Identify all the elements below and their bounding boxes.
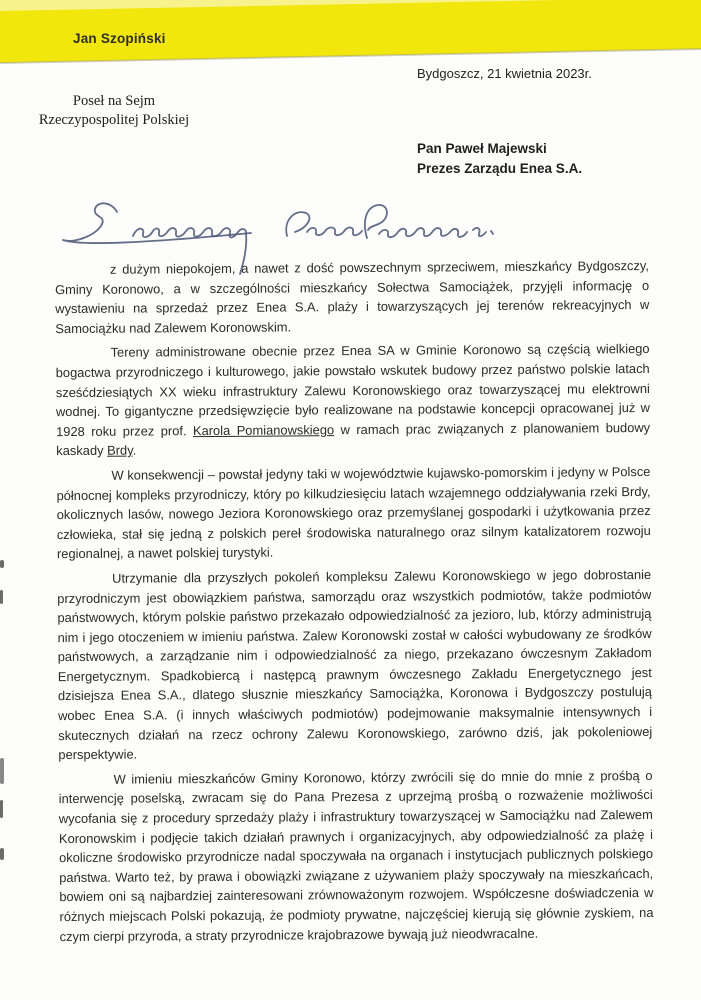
paragraph-5 (58, 766, 653, 946)
paragraph-1 (55, 256, 650, 339)
recipient-title: Prezes Zarządu Enea S.A. (417, 160, 583, 176)
greeting-stroke (286, 212, 362, 236)
underlined-text: Karola Pomianowskiego (192, 421, 335, 438)
body-text: z dużym niepokojem, a nawet z dość powszechnym sprzeciwem, mieszkańcy Bydgoszczy, Gminy Koronowo, a w szczególności mieszkańcy Sołectwa Samociążek, przyjęli informację o wystawieniu na sprzedaż przez Enea S.A. plaży i towarzyszących jej terenów rekreacyjnych w Samociążku nad Zalewem Koronowskim. (55, 257, 650, 336)
paragraph-3 (56, 462, 651, 564)
sender-title-line1: Poseł na Sejm (72, 93, 156, 109)
dateline: Bydgoszcz, 21 kwietnia 2023r. (417, 66, 592, 81)
body-text: Utrzymanie dla przyszłych pokoleń kompleksu Zalewu Koronowskiego w jego dobrostanie przyrodniczym jest obowiązkiem państwa, samorządu oraz wszystkich podmiotów, także podmiotów państwowych, którym polskie państwo przekazało odpowiedzialność za jezioro, lub, którzy administrują nim i jego otoczeniem w imieniu państwa. Zalew Koronowski został w całości wybudowany ze środków państwowych, a zarządzanie nim i odpowiedzialność za niego, przekazano ówczesnym Zakładom Energetycznym. Spadkobiercą i następcą prawnym ówczesnego Zakładu Energetycznego jest dzisiejsza Enea S.A., dlatego słusznie mieszkańcy Samociążka, Koronowa i Bydgoszczy postulują wobec Enea S.A. (i innych właściwych podmiotów) podejmowanie maksymalnie intensywnych i skutecznych działań na rzecz ochrony Zalewu Koronowskiego, zarówno dziś, jak pokoleniowej perspektywie. (57, 566, 653, 763)
recipient-name: Pan Paweł Majewski (417, 141, 547, 156)
body-text: W konsekwencji – powstał jedyny taki w województwie kujawsko-pomorskim i jedyny w Polsce północnej kompleks przyrodniczy, który po kilkudziesięciu latach wzajemnego oddziaływania rzeki Brdy, okolicznych lasów, nowego Jeziora Koronowskiego oraz przemyślanej gospodarki i użytkowania przez człowieka, stał się jedną z polskich pereł środowiska naturalnego oraz silnym katalizatorem rozwoju regionalnej, a nawet polskiej turystyki. (56, 463, 651, 562)
scan-artifact (0, 590, 3, 604)
scan-artifact (0, 758, 4, 784)
paragraph-2 (55, 339, 650, 461)
greeting-stroke (63, 203, 251, 243)
greeting-stroke (365, 205, 493, 238)
recipient-block (417, 139, 582, 178)
body-text: W imieniu mieszkańców Gminy Koronowo, którzy zwrócili się do mnie do mnie z prośbą o interwencję poselską, zwracam się do Pana Prezesa z uprzejmą prośbą o rozważenie możliwości wycofania się z procedury sprzedaży plaży i infrastruktury towarzyszącej w Samociążku nad Zalewem Koronowskim i podjęcie takich działań prawnych i organizacyjnych, aby odpowiedzialność za plażę i okoliczne środowisko przyrodnicze nadal spoczywała na organach i instytucjach publicznych polskiego państwa. Warto też, by prawa i obowiązki związane z używaniem plaży spoczywały na mieszkańcach, bowiem oni są najbardziej zainteresowani zrównoważonym rozwojem. Współczesne doświadczenia w różnych miejscach Polski pokazują, że podmioty prywatne, najczęściej kierują się głównie zyskiem, na czym cierpi przyroda, a straty przyrodnicze krajobrazowe bywają już nieodwracalne. (58, 767, 654, 944)
scan-artifact (0, 560, 4, 568)
sender-block (24, 92, 204, 130)
body-text: Tereny administrowane obecnie przez Enea SA w Gminie Koronowo są częścią wielkiego bogactwa przyrodniczego i kulturowego, jakie powstało wskutek budowy przez państwo polskie latach sześćdziesiątych XX wieku infrastruktury Zalewu Koronowskiego oraz towarzyszącej mu elektrowni wodnej. To gigantyczne przedsięwzięcie było realizowane na podstawie koncepcji opracowanej już w 1928 roku przez prof. (55, 341, 651, 439)
scan-artifact (0, 848, 4, 860)
scan-artifact (0, 800, 3, 818)
letterhead-name: Jan Szopiński (73, 31, 166, 46)
paragraph-4 (57, 565, 652, 765)
letter-body (55, 256, 654, 951)
body-text: w ramach prac związanych z planowaniem budowy kaskady (56, 419, 651, 459)
underlined-text: Brdy (107, 442, 133, 459)
body-text: . (132, 442, 137, 458)
sender-title-line2: Rzeczypospolitej Polskiej (38, 112, 190, 128)
